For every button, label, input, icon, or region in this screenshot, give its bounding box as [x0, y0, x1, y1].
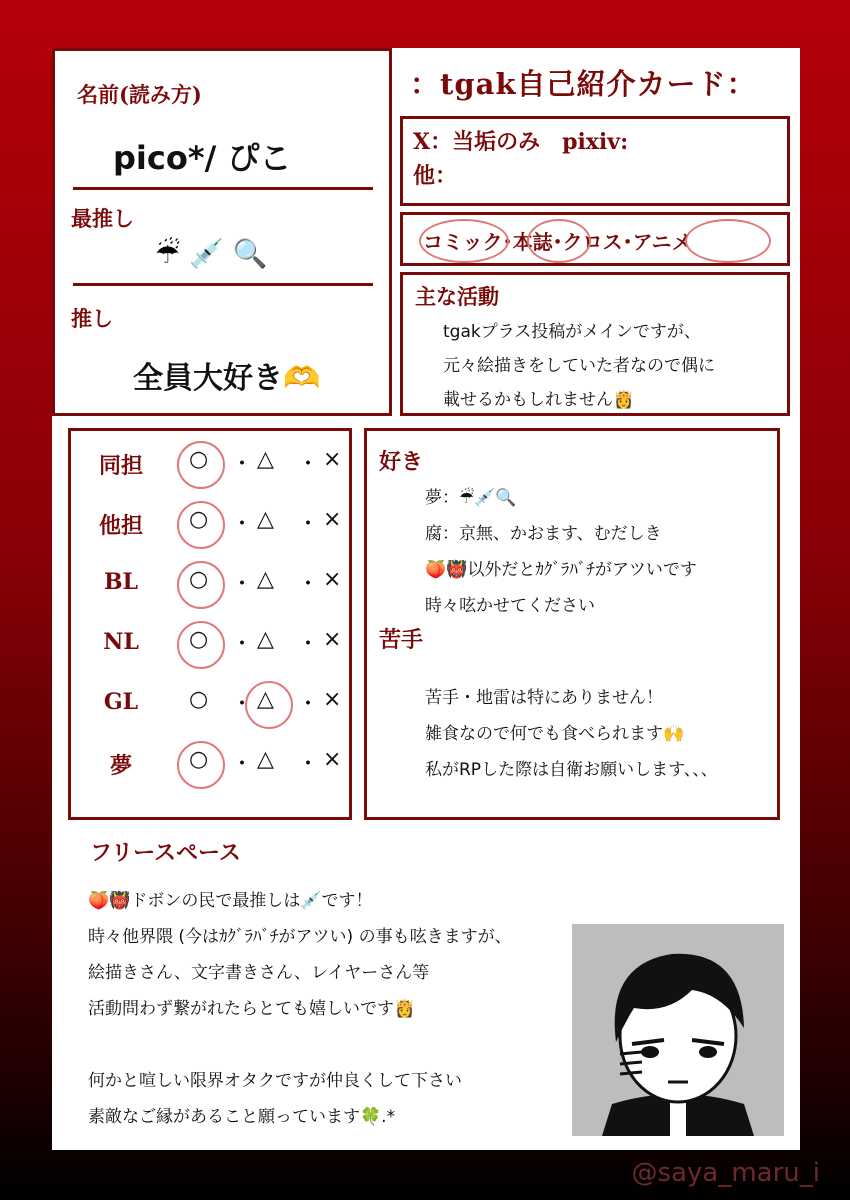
pref-selected-circle	[177, 741, 225, 789]
pref-row-label: 夢	[109, 753, 132, 779]
dislikes-title: 苦手	[379, 627, 424, 653]
activity-title: 主な活動	[415, 284, 499, 309]
pref-symbol: ×	[323, 447, 342, 472]
pref-selected-circle	[177, 561, 225, 609]
media-box	[400, 212, 790, 266]
pref-selected-circle	[177, 441, 225, 489]
saioshi-label: 最推し	[71, 206, 134, 231]
pref-symbol: ・	[231, 692, 254, 717]
likes-box	[364, 428, 780, 820]
watermark: @saya_maru_i	[631, 1158, 820, 1188]
pref-symbol: △	[257, 747, 274, 772]
pref-symbol: ・	[297, 752, 320, 777]
likes-line: 腐：京無、かおます、むだしき	[425, 524, 662, 544]
name-label: 名前(読み方)	[77, 82, 202, 107]
name-value: pico*/ ぴこ	[113, 139, 292, 177]
pref-symbol: ・	[231, 632, 254, 657]
pref-symbol: ・	[297, 572, 320, 597]
oshi-label: 推し	[71, 306, 113, 331]
likes-line: 夢：☔💉🔍	[425, 488, 517, 508]
pref-symbol: ・	[297, 692, 320, 717]
preferences-box	[68, 428, 352, 820]
pref-symbol: ・	[231, 752, 254, 777]
likes-line: 時々呟かせてください	[425, 596, 595, 616]
activity-line: 載せるかもしれません👸	[443, 390, 635, 410]
pref-symbol: ×	[323, 687, 342, 712]
pref-symbol: △	[257, 627, 274, 652]
likes-line: 🍑👹以外だとｶｸﾞﾗﾊﾞﾁがアツいです	[425, 560, 697, 580]
pref-symbol: ○	[189, 747, 209, 772]
media-sep: ･	[552, 230, 563, 254]
oshi-value: 全員大好き🫶	[133, 361, 321, 396]
pref-selected-circle	[245, 681, 293, 729]
media-circle-honshi	[527, 219, 591, 263]
pref-symbol: ○	[189, 447, 209, 472]
account-other-line: 他：	[413, 163, 458, 189]
saioshi-icons: ☔ 💉 🔍	[155, 237, 268, 270]
pref-symbol: ・	[297, 632, 320, 657]
pref-row-label: 同担	[98, 453, 143, 479]
free-line: 🍑👹ドボンの民で最推しは💉です！	[88, 891, 373, 911]
pref-row-label: GL	[103, 689, 139, 715]
media-circle-comic	[419, 219, 509, 263]
pref-symbol: ・	[231, 512, 254, 537]
pref-symbol: ・	[297, 452, 320, 477]
name-section	[52, 48, 392, 416]
portrait-drawing	[572, 924, 784, 1136]
pref-symbol: ○	[189, 687, 209, 712]
pref-symbol: ・	[231, 452, 254, 477]
name-underline	[73, 187, 373, 190]
media-cross: クロス	[562, 230, 623, 254]
pref-row-label: NL	[103, 629, 139, 655]
pref-symbol: ×	[323, 627, 342, 652]
activity-box	[400, 272, 790, 416]
character-portrait	[572, 924, 784, 1136]
media-honshi: 本誌	[512, 230, 553, 254]
free-space-title: フリースペース	[90, 840, 241, 866]
dislikes-line: 私がRPした際は自衛お願いします、、、	[425, 760, 718, 780]
pref-symbol: ・	[231, 572, 254, 597]
pref-symbol: ・	[297, 512, 320, 537]
pref-selected-circle	[177, 621, 225, 669]
pref-symbol: ×	[323, 567, 342, 592]
pref-symbol: ○	[189, 627, 209, 652]
dislikes-line: 苦手・地雷は特にありません！	[425, 688, 663, 708]
pref-row-label: BL	[103, 569, 139, 595]
pref-symbol: △	[257, 447, 274, 472]
activity-line: 元々絵描きをしていた者なので偶に	[443, 356, 715, 376]
pref-row-label: 他担	[98, 513, 143, 539]
pref-symbol: ×	[323, 507, 342, 532]
account-x-line: X：当垢のみ pixiv:	[413, 129, 629, 155]
free-line: 時々他界隈 (今はｶｸﾞﾗﾊﾞﾁがアツい) の事も呟きますが、	[88, 927, 512, 947]
media-circle-anime	[685, 219, 771, 263]
free-line: 活動問わず繋がれたらとても嬉しいです👸	[88, 999, 416, 1019]
card-title: ：tgak自己紹介カード：	[410, 67, 757, 101]
pref-symbol: △	[257, 687, 274, 712]
likes-title: 好き	[379, 449, 424, 475]
media-anime: アニメ	[632, 230, 692, 254]
dislikes-line: 雑食なので何でも食べられます🙌	[425, 724, 685, 744]
media-sep: ･	[502, 230, 513, 254]
free-line: 素敵なご縁があること願っています🍀.*	[88, 1107, 396, 1127]
free-line: 絵描きさん、文字書きさん、レイヤーさん等	[88, 963, 430, 983]
pref-symbol: ○	[189, 507, 209, 532]
activity-line: tgakプラス投稿がメインですが、	[443, 322, 701, 342]
pref-selected-circle	[177, 501, 225, 549]
accounts-box	[400, 116, 790, 206]
pref-symbol: △	[257, 507, 274, 532]
pref-symbol: ○	[189, 567, 209, 592]
media-comic: コミック	[423, 230, 503, 254]
saioshi-underline	[73, 283, 373, 286]
pref-symbol: ×	[323, 747, 342, 772]
free-line: 何かと喧しい限界オタクですが仲良くして下さい	[88, 1071, 462, 1091]
pref-symbol: △	[257, 567, 274, 592]
media-sep: ･	[622, 230, 633, 254]
